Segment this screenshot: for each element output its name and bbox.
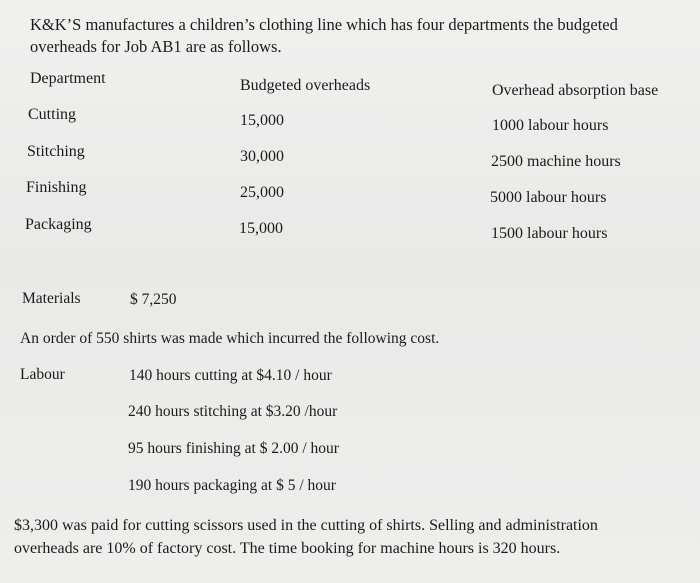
intro-line-2: overheads for Job AB1 are as follows. [30, 37, 282, 56]
header-absorption-base: Overhead absorption base [492, 82, 659, 99]
footer-paragraph [14, 514, 694, 560]
row-cutting-department: Cutting [28, 106, 77, 123]
materials-value: $ 7,250 [130, 291, 177, 308]
row-packaging-overheads: 15,000 [239, 220, 283, 237]
row-stitching-overheads: 30,000 [240, 148, 284, 165]
row-finishing-overheads: 25,000 [240, 184, 284, 201]
row-cutting-overheads: 15,000 [240, 112, 284, 129]
intro-line-1: K&K’S manufactures a children’s clothing line which has four departments the budgeted [30, 15, 618, 34]
row-packaging-department: Packaging [25, 216, 92, 233]
labour-line-stitching: 240 hours stitching at $3.20 /hour [128, 403, 338, 420]
row-finishing-base: 5000 labour hours [490, 189, 607, 206]
row-stitching-base: 2500 machine hours [491, 153, 621, 170]
labour-line-cutting: 140 hours cutting at $4.10 / hour [129, 367, 332, 384]
header-budgeted-overheads: Budgeted overheads [240, 77, 371, 94]
row-cutting-base: 1000 labour hours [492, 117, 609, 134]
header-department: Department [30, 70, 106, 87]
row-packaging-base: 1500 labour hours [491, 225, 608, 242]
labour-label: Labour [20, 366, 65, 383]
intro-paragraph [30, 14, 670, 58]
materials-label: Materials [22, 290, 81, 307]
row-stitching-department: Stitching [27, 143, 85, 160]
labour-line-packaging: 190 hours packaging at $ 5 / hour [128, 477, 336, 494]
order-text: An order of 550 shirts was made which incurred the following cost. [20, 330, 440, 347]
labour-line-finishing: 95 hours finishing at $ 2.00 / hour [128, 440, 339, 457]
footer-line-1: $3,300 was paid for cutting scissors used in the cutting of shirts. Selling and administration [14, 517, 598, 534]
row-finishing-department: Finishing [26, 179, 87, 196]
footer-line-2: overheads are 10% of factory cost. The time booking for machine hours is 320 hours. [14, 540, 561, 557]
